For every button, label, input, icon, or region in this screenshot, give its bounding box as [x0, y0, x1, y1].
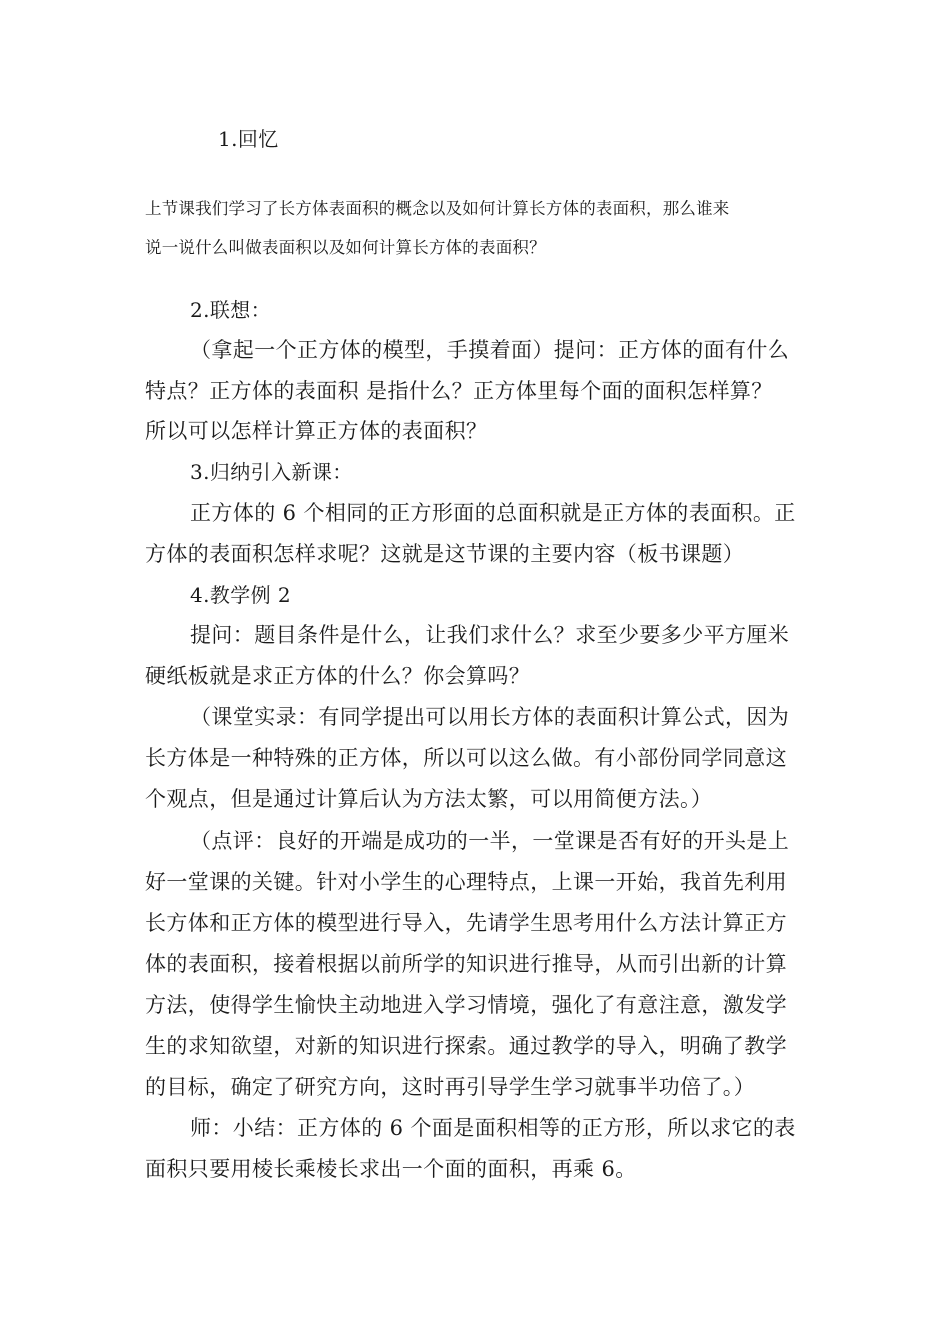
classroom-record-line-2: 长方体是一种特殊的正方体，所以可以这么做。有小部份同学同意这 [145, 746, 787, 770]
section-1-body-line-2: 说一说什么叫做表面积以及如何计算长方体的表面积？ [145, 238, 546, 257]
section-2-body-line-1: （拿起一个正方体的模型，手摸着面）提问：正方体的面有什么 [190, 338, 790, 362]
section-3-title: 3.归纳引入新课： [190, 460, 353, 484]
summary-line-1: 师：小结：正方体的 6 个面是面积相等的正方形，所以求它的表 [190, 1116, 796, 1140]
section-2-title: 2.联想： [190, 298, 272, 322]
section-3-body-line-1: 正方体的 6 个相同的正方形面的总面积就是正方体的表面积。正 [190, 501, 796, 525]
summary-line-2: 面积只要用棱长乘棱长求出一个面的面积，再乘 6。 [145, 1157, 637, 1181]
section-1-title: 1.回忆 [218, 127, 279, 151]
commentary-line-6: 生的求知欲望，对新的知识进行探索。通过教学的导入，明确了教学 [145, 1034, 787, 1058]
commentary-line-2: 好一堂课的关键。针对小学生的心理特点，上课一开始，我首先利用 [145, 870, 787, 894]
commentary-line-7: 的目标，确定了研究方向，这时再引导学生学习就事半功倍了。） [145, 1075, 756, 1099]
section-4-question-line-1: 提问：题目条件是什么，让我们求什么？求至少要多少平方厘米 [190, 623, 790, 647]
section-2-body-line-2: 特点？正方体的表面积 是指什么？正方体里每个面的面积怎样算？ [145, 379, 773, 403]
section-3-body-line-2: 方体的表面积怎样求呢？这就是这节课的主要内容（板书课题） [145, 542, 745, 566]
commentary-line-4: 体的表面积，接着根据以前所学的知识进行推导，从而引出新的计算 [145, 952, 787, 976]
section-4-title: 4.教学例 2 [190, 583, 291, 607]
commentary-line-3: 长方体和正方体的模型进行导入，先请学生思考用什么方法计算正方 [145, 911, 787, 935]
commentary-line-5: 方法，使得学生愉快主动地进入学习情境，强化了有意注意，激发学 [145, 993, 787, 1017]
commentary-line-1: （点评：良好的开端是成功的一半，一堂课是否有好的开头是上 [190, 829, 790, 853]
section-4-question-line-2: 硬纸板就是求正方体的什么？你会算吗？ [145, 664, 531, 688]
section-2-body-line-3: 所以可以怎样计算正方体的表面积？ [145, 419, 488, 443]
classroom-record-line-3: 个观点，但是通过计算后认为方法太繁，可以用简便方法。） [145, 787, 713, 811]
section-1-body-line-1: 上节课我们学习了长方体表面积的概念以及如何计算长方体的表面积，那么谁来 [145, 199, 730, 218]
classroom-record-line-1: （课堂实录：有同学提出可以用长方体的表面积计算公式，因为 [190, 705, 790, 729]
